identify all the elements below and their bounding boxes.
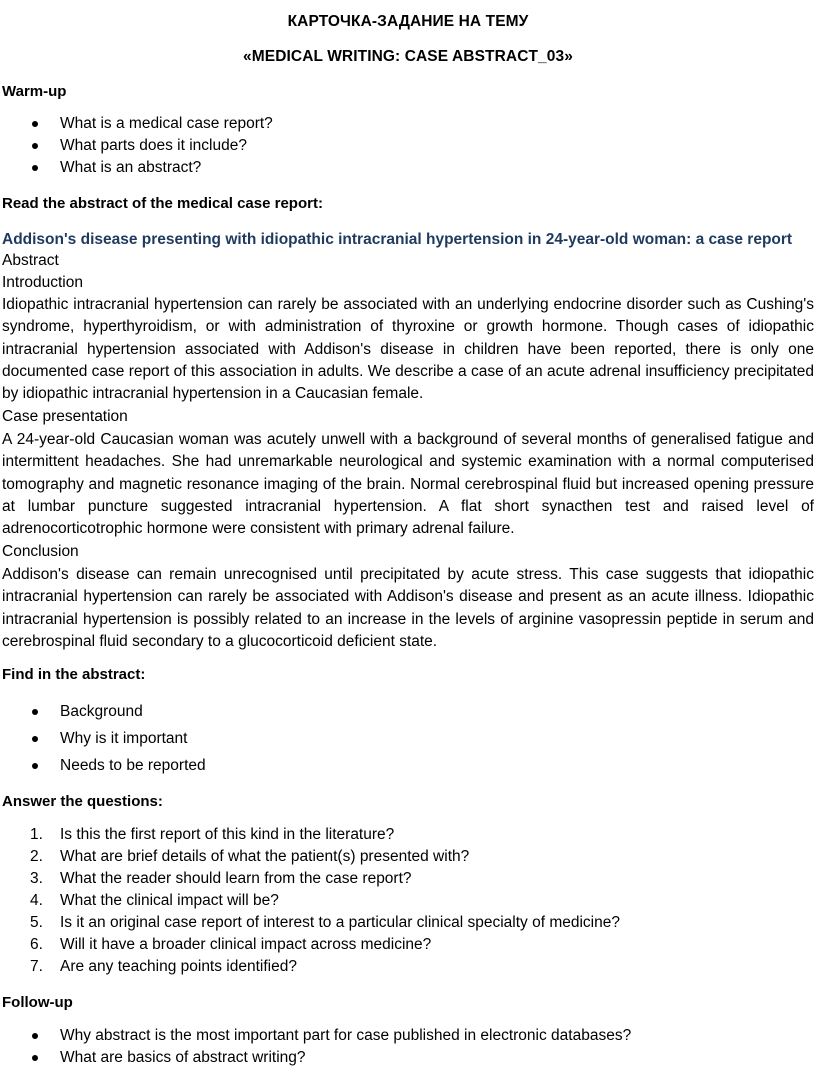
answer-heading: Answer the questions: [2, 793, 163, 810]
list-item: 1. Is this the first report of this kind in the literature? [30, 826, 395, 843]
introduction-text: Idiopathic intracranial hypertension can rarely be associated with an underlying endocrine disorder such as Cushing's syndrome, hyperthyroidism, or with administration of thyroxine or growth hormone. Though cases of idiopathic intracranial hypertension associated with Addison's disease in children have been reported, there is only one documented case report of this association in adults. We describe a case of an acute adrenal insufficiency precipitated by idiopathic intracranial hypertension in a Caucasian female. [2, 296, 814, 403]
list-item: 7. Are any teaching points identified? [30, 958, 297, 975]
bullet-icon [32, 165, 38, 171]
list-item: 4. What the clinical impact will be? [30, 892, 279, 909]
bullet-icon [32, 709, 38, 715]
bullet-icon [32, 121, 38, 127]
list-item: Why is it important [0, 725, 206, 752]
bullet-icon [32, 1055, 38, 1061]
bullet-icon [32, 1033, 38, 1039]
followup-heading: Follow-up [2, 994, 73, 1011]
abstract-label: Abstract [2, 252, 59, 269]
bullet-icon [32, 143, 38, 149]
list-item: What parts does it include? [0, 135, 273, 157]
list-item: 6. Will it have a broader clinical impact across medicine? [30, 936, 432, 953]
list-item: Why abstract is the most important part for case published in electronic databases? [0, 1025, 631, 1047]
bullet-icon [32, 736, 38, 742]
find-list [0, 698, 206, 779]
conclusion-text: Addison's disease can remain unrecognised until precipitated by acute stress. This case suggests that idiopathic intracranial hypertension can rarely be associated with Addison's disease and present as an acute illness. Idiopathic intracranial hypertension is possibly related to an increase in the levels of arginine vasopressin peptide in serum and cerebrospinal fluid secondary to a glucocorticoid deficient state. [2, 566, 814, 650]
list-item: What is an abstract? [0, 157, 273, 179]
find-heading: Find in the abstract: [2, 666, 146, 683]
questions-list [0, 824, 620, 978]
case-presentation-text: A 24-year-old Caucasian woman was acutely unwell with a background of several months of generalised fatigue and intermittent headaches. She had unremarkable neurological and systemic examination with a normal computerised tomography and magnetic resonance imaging of the brain. Normal cerebrospinal fluid but increased opening pressure at lumbar puncture suggested intracranial hypertension. A flat short synacthen test and raised level of adrenocorticotrophic hormone were consistent with primary adrenal failure. [2, 431, 814, 538]
list-item: What is a medical case report? [0, 113, 273, 135]
list-item: Needs to be reported [0, 752, 206, 779]
read-heading: Read the abstract of the medical case report: [2, 195, 323, 212]
bullet-icon [32, 763, 38, 769]
list-item: 3. What the reader should learn from the case report? [30, 870, 412, 887]
followup-list [0, 1025, 631, 1069]
warmup-heading: Warm-up [2, 83, 67, 100]
list-item: 2. What are brief details of what the patient(s) presented with? [30, 848, 470, 865]
list-item: Background [0, 698, 206, 725]
document-title-line1: КАРТОЧКА-ЗАДАНИЕ НА ТЕМУ [287, 13, 529, 30]
case-presentation-label: Case presentation [2, 408, 128, 425]
document-title-line2: «MEDICAL WRITING: CASE ABSTRACT_03» [243, 48, 573, 65]
article-title: Addison's disease presenting with idiopathic intracranial hypertension in 24-year-old woman: a case report [2, 231, 793, 248]
introduction-label: Introduction [2, 274, 83, 291]
list-item: 5. Is it an original case report of interest to a particular clinical specialty of medicine? [30, 914, 620, 931]
conclusion-label: Conclusion [2, 543, 79, 560]
list-item: What are basics of abstract writing? [0, 1047, 631, 1069]
warmup-list [0, 113, 273, 179]
